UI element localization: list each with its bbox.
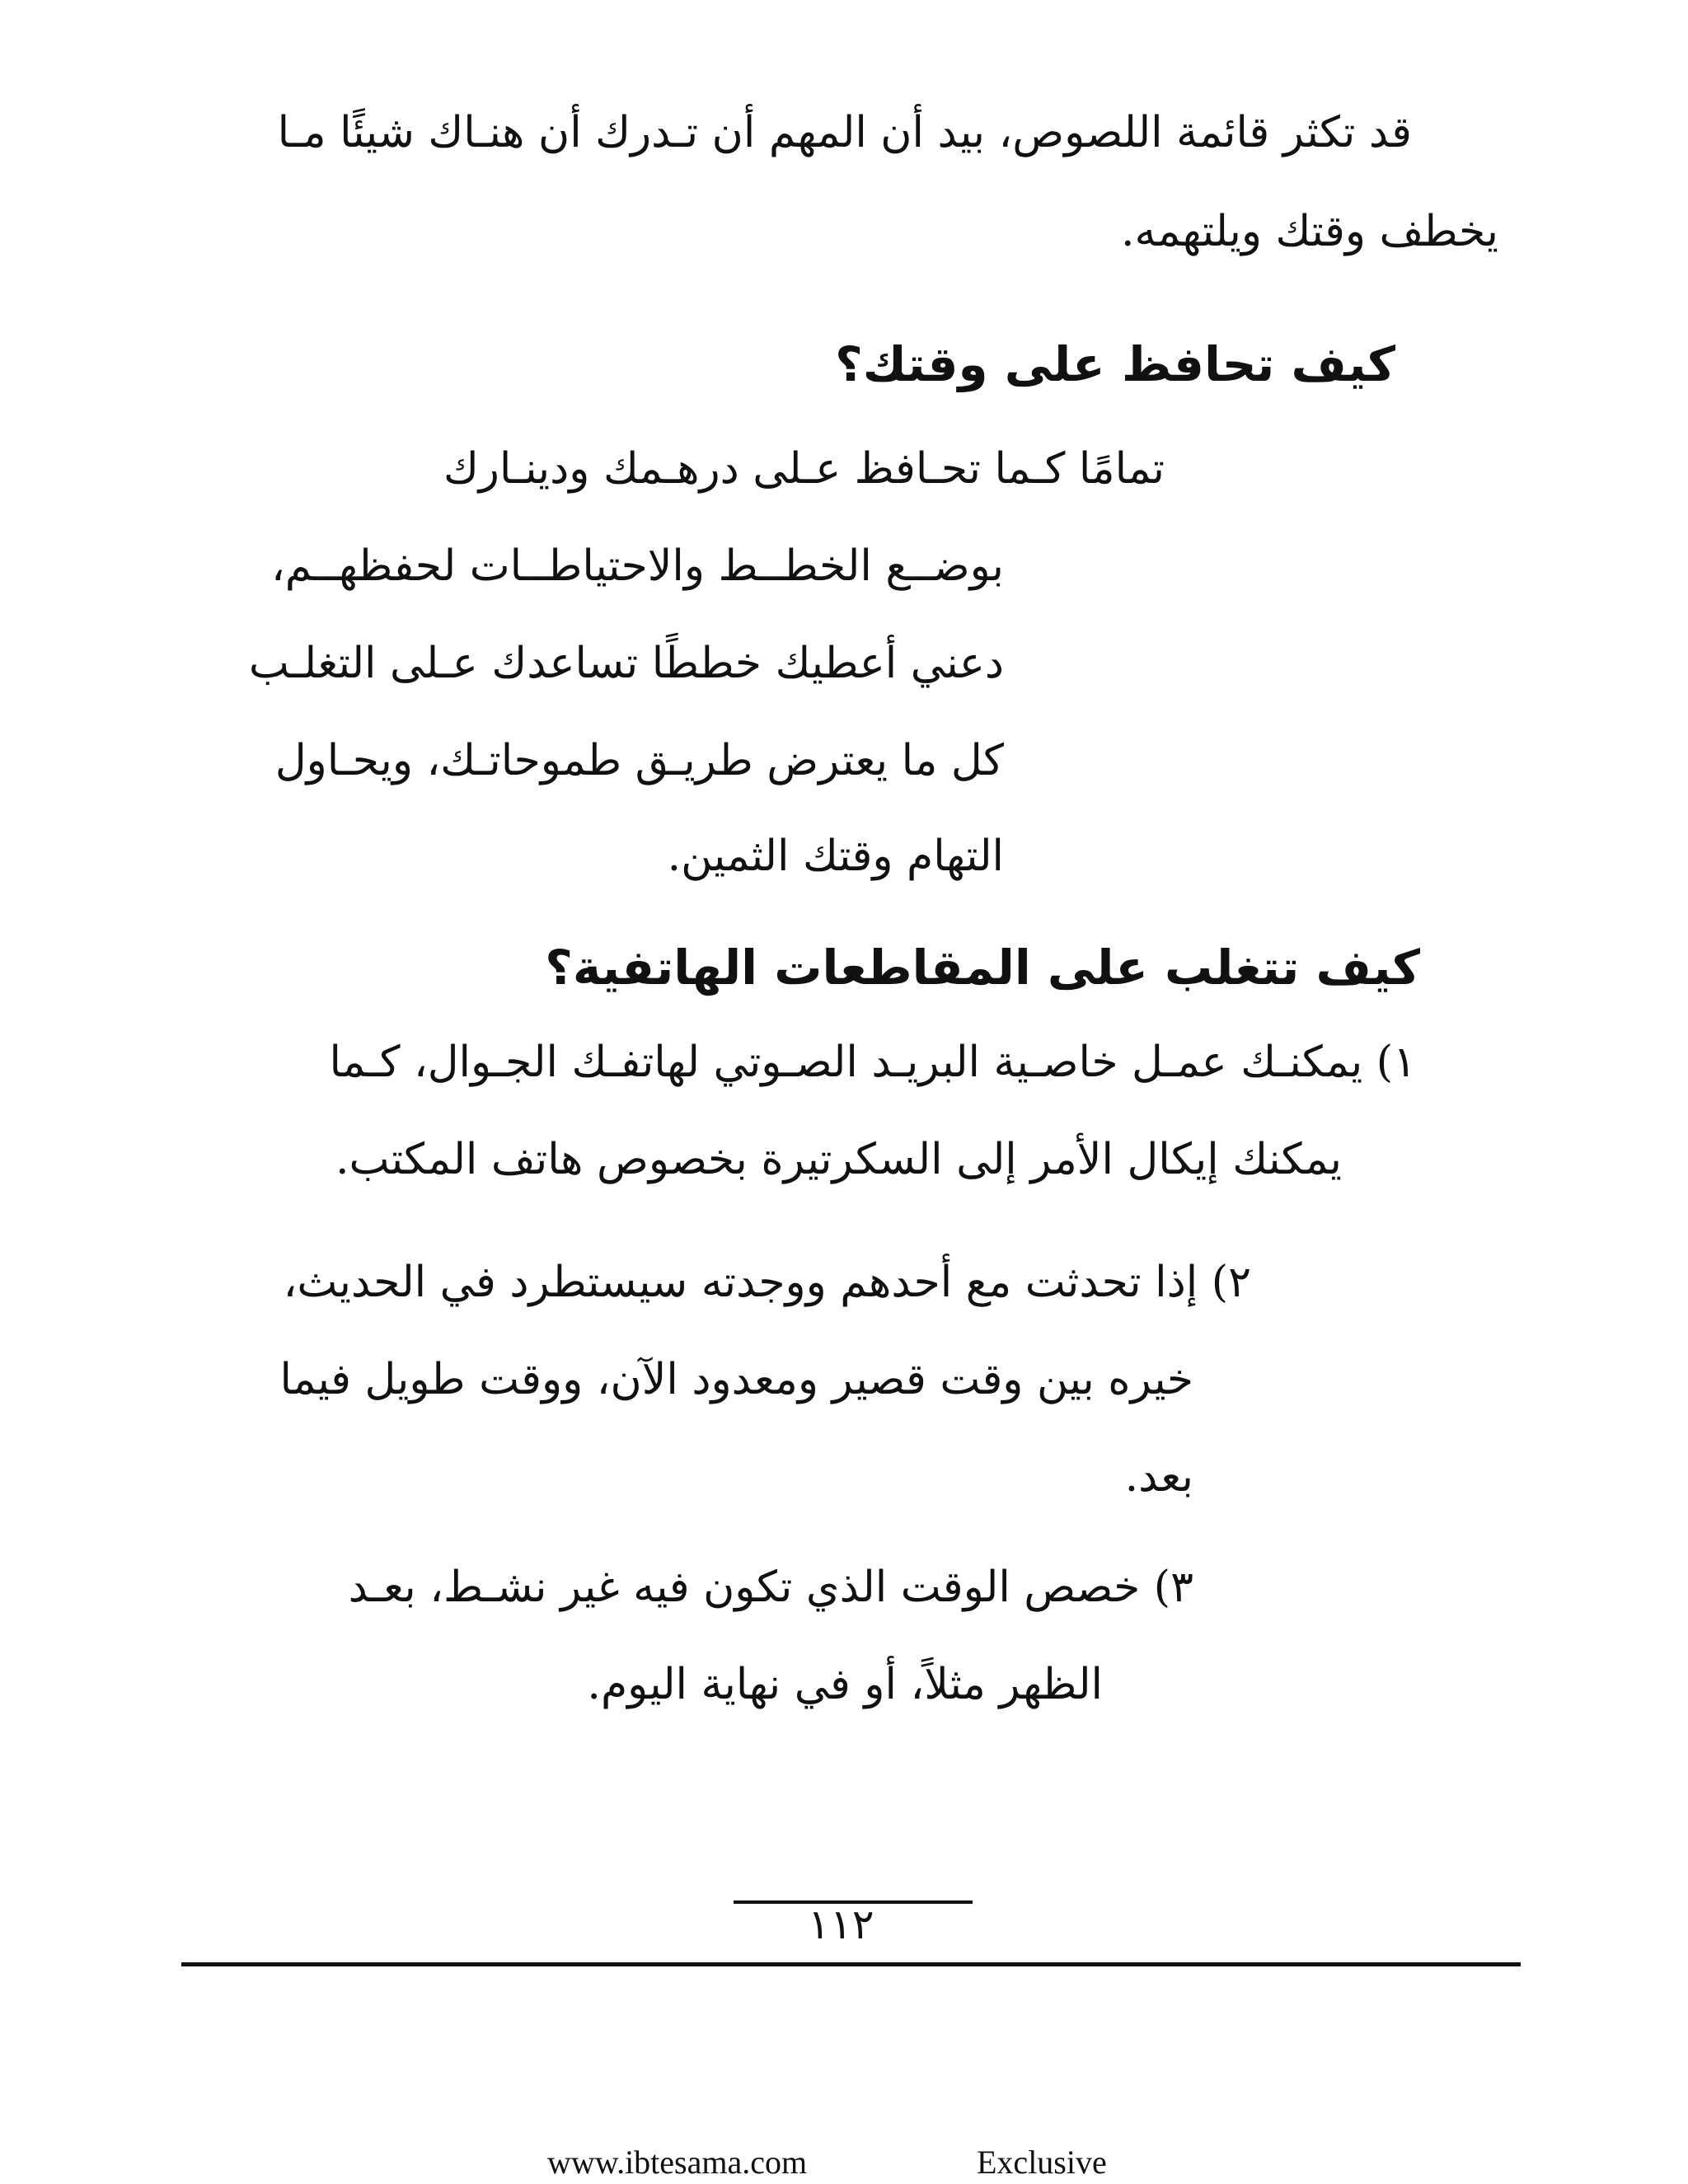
list-item-3-line-1: ٣) خصص الوقت الذي تكون فيه غير نشـط، بعـد	[348, 1563, 1193, 1612]
footer-divider	[181, 1962, 1521, 1966]
list-item-2-line-1: ٢) إذا تحدثت مع أحدهم ووجدته سيستطرد في الحديث،	[283, 1258, 1251, 1307]
section-heading-save-time: كيف تحافظ على وقتك؟	[835, 336, 1395, 392]
footer-site: www.ibtesama.com	[547, 2144, 808, 2181]
list-item-1-line-2: يمكنك إيكال الأمر إلى السكرتيرة بخصوص هاتف المكتب.	[335, 1135, 1342, 1184]
section1-line-3: دعني أعطيك خططًا تساعدك عـلى التغلـب	[248, 639, 1004, 688]
section1-line-4: كل ما يعترض طريـق طموحاتـك، ويحـاول	[274, 736, 1004, 785]
list-item-1-line-1: ١) يمكنـك عمـل خاصـية البريـد الصـوتي لهاتفـك الجـوال، كـما	[329, 1038, 1416, 1087]
intro-line-2: يخطف وقتك ويلتهمه.	[1121, 207, 1498, 256]
list-item-2-line-3: بعد.	[1124, 1452, 1193, 1502]
section1-line-2: بوضــع الخطــط والاحتياطــات لحفظهــم،	[270, 541, 1004, 591]
list-item-2-line-2: خيره بين وقت قصير ومعدود الآن، ووقت طويل فيما	[279, 1355, 1193, 1404]
section1-line-5: التهام وقتك الثمين.	[667, 832, 1004, 881]
section1-line-1: تمامًا كـما تحـافظ عـلى درهـمك ودينـارك	[443, 444, 1165, 494]
footer-tag: Exclusive	[977, 2144, 1107, 2181]
intro-line-1: قد تكثر قائمة اللصوص، بيد أن المهم أن تـدرك أن هنـاك شيئًا مـا	[277, 108, 1412, 157]
list-item-3-line-2: الظهر مثلاً، أو في نهاية اليوم.	[587, 1660, 1103, 1709]
page-number: ١١٢	[808, 1900, 874, 1948]
section-heading-phone-interruptions: كيف تتغلب على المقاطعات الهاتفية؟	[545, 940, 1420, 996]
